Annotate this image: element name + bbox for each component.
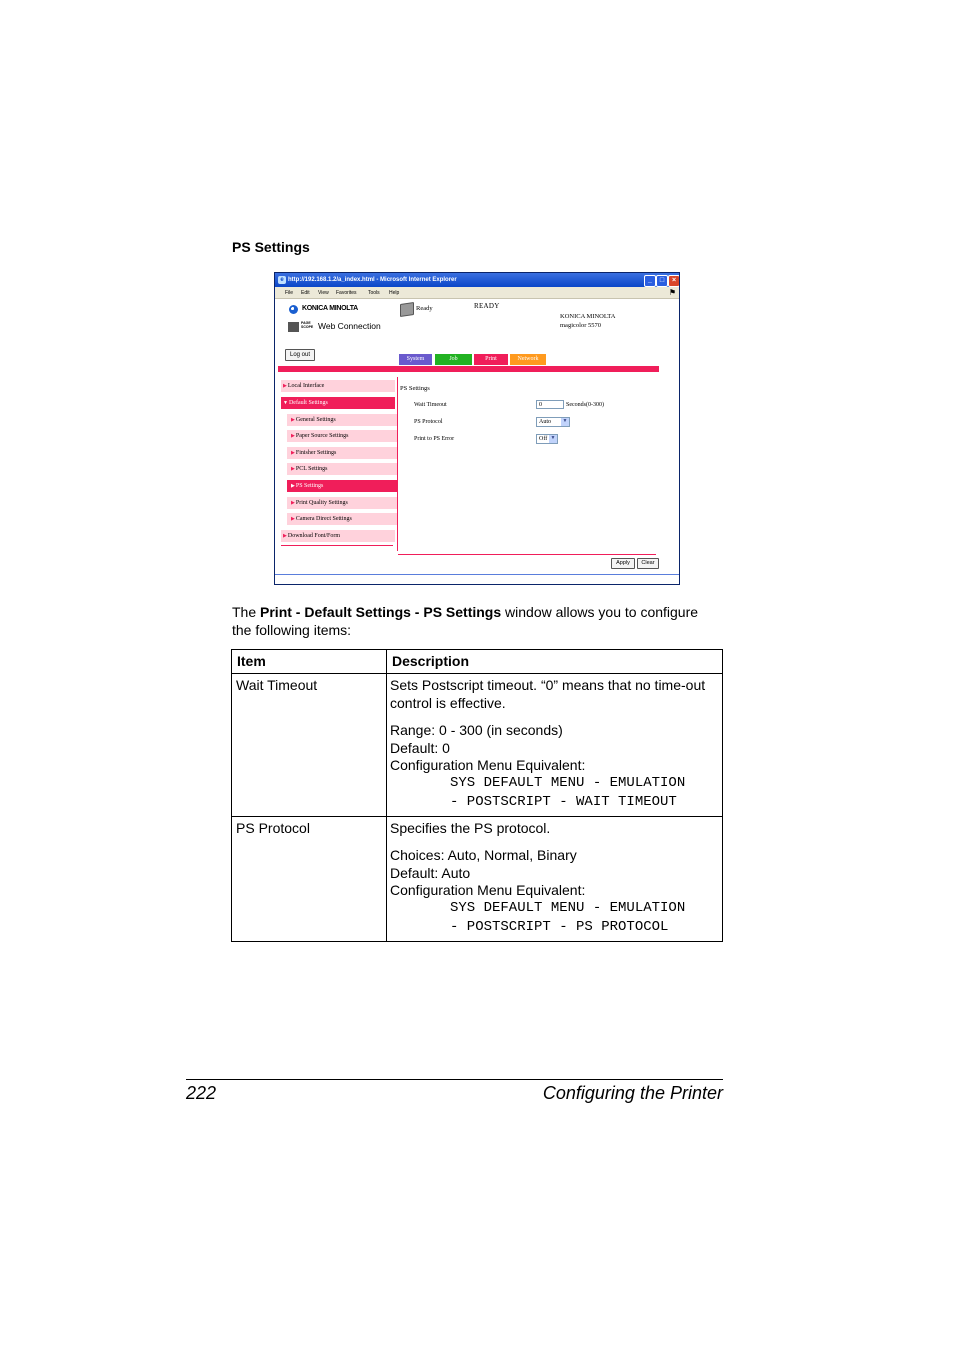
ps-protocol-value: Auto	[539, 419, 551, 425]
row1-desc-line1: Sets Postscript timeout. “0” means that no time-out	[390, 677, 706, 693]
apply-button[interactable]: Apply	[611, 558, 635, 569]
sidebar-item-download-font-form[interactable]	[281, 530, 395, 542]
row1-item: Wait Timeout	[236, 677, 318, 693]
sidebar-item-print-quality-settings[interactable]	[287, 497, 397, 509]
menu-view[interactable]: View	[318, 290, 329, 296]
footer-chapter-title: Configuring the Printer	[542, 1083, 723, 1103]
arrow-right-icon: ▶	[291, 451, 295, 456]
device-brand: KONICA MINOLTA	[560, 313, 616, 320]
row2-menu-label: Configuration Menu Equivalent:	[390, 882, 586, 898]
minimize-icon[interactable]: _	[644, 275, 656, 287]
wait-timeout-input[interactable]: 0	[536, 400, 564, 409]
wait-timeout-unit: Seconds(0-300)	[566, 402, 604, 408]
printer-icon	[400, 302, 414, 317]
ps-protocol-label: PS Protocol	[414, 419, 443, 425]
close-icon[interactable]: ×	[668, 275, 680, 287]
sidebar-item-label: Local Interface	[287, 383, 325, 389]
sidebar-item-label: General Settings	[295, 417, 336, 423]
logout-button[interactable]: Log out	[285, 349, 315, 361]
settings-table	[231, 649, 723, 942]
sidebar-divider	[281, 545, 393, 546]
pagescope-logo-text: PAGE SCOPE	[301, 321, 314, 329]
wait-timeout-label: Wait Timeout	[414, 402, 447, 408]
arrow-right-icon: ▶	[291, 467, 295, 472]
ps-protocol-select[interactable]	[536, 417, 570, 427]
sidebar-item-label: Paper Source Settings	[295, 433, 349, 439]
printer-status: READY	[474, 302, 500, 310]
chevron-down-icon: ▼	[562, 419, 568, 424]
menu-tools[interactable]: Tools	[368, 290, 380, 296]
arrow-right-icon: ▶	[283, 384, 287, 389]
sidebar-content-divider	[397, 377, 398, 551]
sidebar-item-finisher-settings[interactable]	[287, 447, 397, 459]
maximize-icon[interactable]: □	[656, 275, 668, 287]
sidebar-item-paper-source-settings[interactable]	[287, 430, 397, 442]
tab-system[interactable]: System	[399, 354, 432, 365]
footer-rule	[186, 1079, 723, 1080]
row2-default: Default: Auto	[390, 865, 471, 881]
row1-range: Range: 0 - 300 (in seconds)	[390, 722, 563, 738]
intro-bold: Print - Default Settings - PS Settings	[260, 604, 502, 620]
print-ps-error-value: Off	[539, 436, 548, 442]
menu-file[interactable]: File	[285, 290, 294, 296]
content-footer-divider	[398, 554, 656, 555]
clear-button[interactable]: Clear	[637, 558, 659, 569]
sidebar-item-general-settings[interactable]	[287, 414, 397, 426]
print-ps-error-select[interactable]	[536, 434, 558, 444]
chevron-down-icon: ▼	[550, 436, 556, 441]
header-divider	[278, 366, 659, 372]
sidebar-item-label: Download Font/Form	[287, 533, 341, 539]
row1-default: Default: 0	[390, 740, 450, 756]
menu-edit[interactable]: Edit	[301, 290, 310, 296]
menu-help[interactable]: Help	[389, 290, 400, 296]
browser-status-border	[275, 574, 679, 575]
sidebar-item-pcl-settings[interactable]	[287, 463, 397, 475]
sidebar-item-local-interface[interactable]	[281, 380, 395, 392]
tab-network[interactable]: Network	[510, 354, 546, 365]
tab-job[interactable]: Job	[435, 354, 472, 365]
intro-suffix: window allows you to configure	[501, 604, 699, 620]
menu-favorites[interactable]: Favorites	[336, 290, 357, 296]
print-ps-error-label: Print to PS Error	[414, 436, 455, 442]
row2-item: PS Protocol	[236, 820, 310, 836]
sidebar-item-label: Default Settings	[288, 400, 328, 406]
arrow-right-icon: ▶	[283, 534, 287, 539]
arrow-right-icon: ▶	[291, 501, 295, 506]
table-row	[231, 673, 387, 817]
arrow-right-icon: ▶	[291, 434, 295, 439]
sidebar-item-default-settings[interactable]	[281, 397, 395, 409]
arrow-down-icon: ▼	[283, 401, 288, 406]
pagescope-logo-icon	[288, 322, 299, 332]
page-number: 222	[186, 1083, 217, 1103]
content-title: PS Settings	[400, 385, 430, 392]
konica-minolta-logo-icon	[289, 305, 298, 314]
device-model: magicolor 5570	[560, 322, 601, 329]
sidebar-item-label: Camera Direct Settings	[295, 516, 352, 522]
browser-menubar	[275, 287, 679, 299]
arrow-right-icon: ▶	[291, 484, 295, 489]
intro-line2: the following items:	[232, 622, 352, 638]
browser-titlebar	[275, 273, 679, 287]
row2-desc-line1: Specifies the PS protocol.	[390, 820, 551, 836]
tab-print[interactable]: Print	[474, 354, 508, 365]
brand-logo-text: KONICA MINOLTA	[302, 305, 358, 312]
browser-title: http://192.168.1.2/a_index.html - Microsoft Internet Explorer	[288, 277, 457, 283]
row1-menu-path-line1: SYS DEFAULT MENU - EMULATION	[450, 775, 686, 791]
row1-menu-path-line2: - POSTSCRIPT - WAIT TIMEOUT	[450, 794, 677, 810]
row2-menu-path-line2: - POSTSCRIPT - PS PROTOCOL	[450, 919, 669, 935]
windows-flag-icon: ⚑	[668, 288, 676, 297]
web-connection-text: Web Connection	[318, 321, 381, 331]
intro-prefix: The	[232, 604, 261, 620]
browser-window-screenshot	[274, 272, 680, 585]
row2-menu-path-line1: SYS DEFAULT MENU - EMULATION	[450, 900, 686, 916]
section-heading: PS Settings	[232, 239, 310, 255]
row1-desc-line2: control is effective.	[390, 695, 506, 711]
row2-choices: Choices: Auto, Normal, Binary	[390, 847, 577, 863]
row1-menu-label: Configuration Menu Equivalent:	[390, 757, 586, 773]
intro-paragraph	[232, 603, 732, 639]
sidebar-item-label: PCL Settings	[295, 466, 328, 472]
printer-status-small: Ready	[416, 305, 433, 312]
header-description-label: Description	[392, 653, 470, 669]
sidebar-item-label: PS Settings	[295, 483, 324, 489]
sidebar-item-label: Print Quality Settings	[295, 500, 348, 506]
sidebar-item-ps-settings[interactable]	[287, 480, 397, 492]
sidebar-item-label: Finisher Settings	[295, 450, 337, 456]
header-item-label: Item	[237, 653, 266, 669]
sidebar-item-camera-direct-settings[interactable]	[287, 513, 397, 525]
arrow-right-icon: ▶	[291, 418, 295, 423]
ie-icon: e	[278, 276, 286, 284]
arrow-right-icon: ▶	[291, 517, 295, 522]
